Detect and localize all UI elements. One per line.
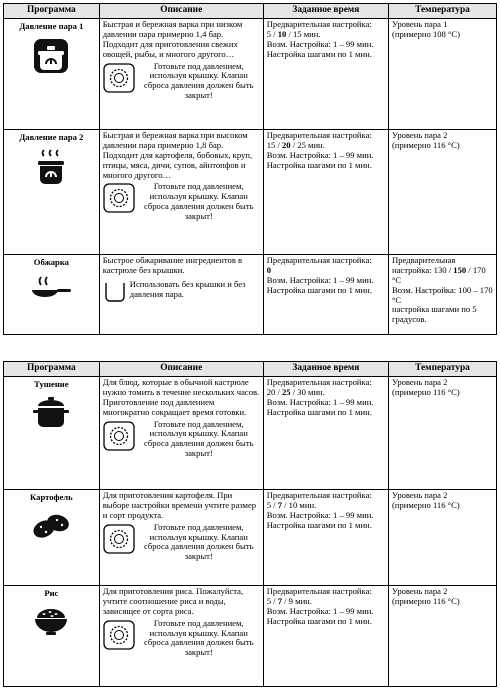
time-step: Настройка шагами по 1 мин. <box>266 406 372 417</box>
time-preset-label: Предварительная настройка: <box>266 129 372 140</box>
lid-note <box>103 182 260 222</box>
temperature-value: (примерно 116 °C) <box>392 499 460 510</box>
time-preset-label: Предварительная настройка: <box>266 254 372 265</box>
note-text: Готовьте под давлением, используя крышку. Клапан сброса давления должен быть закрыт! <box>143 521 254 562</box>
description-cell <box>99 376 263 489</box>
steam-level: Уровень пара 2 <box>392 129 448 140</box>
temperature-cell <box>389 129 497 254</box>
program-cell <box>4 129 100 254</box>
steam-level: Уровень пара 2 <box>392 585 448 596</box>
lid-note <box>103 420 260 460</box>
time-adjust-range: Возм. Настройка: 1 – 99 мин. <box>266 509 374 520</box>
temperature-value: (примерно 116 °C) <box>392 386 460 397</box>
temperature-value: (примерно 108 °C) <box>392 28 461 39</box>
description-cell <box>99 489 263 585</box>
col-header-description: Описание <box>99 362 263 377</box>
table-row <box>4 376 497 489</box>
col-header-temperature: Температура <box>389 362 497 377</box>
program-name: Рис <box>44 587 59 598</box>
time-step: Настройка шагами по 1 мин. <box>266 48 372 59</box>
temp-preset: Предварительная настройка: 130 / 150 / 170 °C <box>392 254 486 285</box>
temperature-cell <box>389 18 497 129</box>
description-text: Для приготовления риса. Пожалуйста, учтите соотношение риса и воды, зависящее от сорта риса. <box>102 585 244 616</box>
time-preset-value: 15 / 20 / 25 мин. <box>266 139 325 150</box>
time-adjust-range: Возм. Настройка: 1 – 99 мин. <box>266 38 374 49</box>
pressure-cooker-steam-icon <box>31 148 71 188</box>
time-step: Настройка шагами по 1 мин. <box>266 519 372 530</box>
col-header-program: Программа <box>4 362 100 377</box>
temperature-value: (примерно 116 °C) <box>392 139 460 150</box>
time-cell <box>263 254 388 334</box>
time-step: Настройка шагами по 1 мин. <box>266 159 372 170</box>
description-cell <box>99 254 263 334</box>
steam-level: Уровень пара 2 <box>392 489 448 500</box>
lid-note <box>103 523 260 563</box>
col-header-description: Описание <box>99 4 263 19</box>
temperature-cell <box>389 376 497 489</box>
program-cell <box>4 585 100 686</box>
lid-closed-icon <box>103 63 135 93</box>
time-preset-value: 5 / 7 / 9 мин. <box>266 595 312 606</box>
programs-table-1 <box>3 3 497 335</box>
table-row <box>4 254 497 334</box>
time-adjust-range: Возм. Настройка: 1 – 99 мин. <box>266 149 374 160</box>
time-cell <box>263 376 388 489</box>
description-cell <box>99 585 263 686</box>
open-pot-icon <box>103 281 127 303</box>
time-cell <box>263 18 388 129</box>
time-adjust-range: Возм. Настройка: 1 – 99 мин. <box>266 274 374 285</box>
rice-bowl-icon <box>31 604 71 636</box>
lid-closed-icon <box>103 524 135 554</box>
description-text: Для приготовления картофеля. При выборе настройки времени учтите размер и сорт продукта. <box>102 489 257 520</box>
time-cell <box>263 489 388 585</box>
description-text: Быстрая и бережная варка при низком давлении пара примерно 1,4 бар. Подходит для приготовления свежих овощей, рыбы, и многого другого… <box>102 18 243 59</box>
note-text: Готовьте под давлением, используя крышку. Клапан сброса давления должен быть закрыт! <box>143 418 254 459</box>
steam-level: Уровень пара 1 <box>392 18 448 29</box>
temp-step: настройка шагами по 5 градусов. <box>392 304 477 325</box>
time-step: Настройка шагами по 1 мин. <box>266 615 372 626</box>
note-text: Использовать без крышки и без давления пара. <box>129 278 246 299</box>
time-adjust-range: Возм. Настройка: 1 – 99 мин. <box>266 396 374 407</box>
program-cell <box>4 489 100 585</box>
table-row <box>4 129 497 254</box>
temperature-value: (примерно 116 °C) <box>392 595 460 606</box>
description-cell <box>99 18 263 129</box>
frying-pan-icon <box>29 273 73 305</box>
table-header-row <box>4 4 497 19</box>
lid-closed-icon <box>103 620 135 650</box>
table-row <box>4 489 497 585</box>
table-row <box>4 18 497 129</box>
time-preset-value: 5 / 10 / 15 мин. <box>266 28 321 39</box>
time-step: Настройка шагами по 1 мин. <box>266 284 372 295</box>
potato-icon <box>30 508 72 542</box>
lid-note <box>103 619 260 659</box>
note-text: Готовьте под давлением, используя крышку. Клапан сброса давления должен быть закрыт! <box>143 181 254 222</box>
stew-pot-icon <box>31 395 71 431</box>
program-name: Давление пара 2 <box>19 131 84 142</box>
program-name: Тушение <box>34 378 69 389</box>
time-adjust-range: Возм. Настройка: 1 – 99 мин. <box>266 605 374 616</box>
col-header-program: Программа <box>4 4 100 19</box>
program-cell <box>4 376 100 489</box>
temperature-cell <box>389 585 497 686</box>
time-preset-value: 5 / 7 / 10 мин. <box>266 499 317 510</box>
program-name: Картофель <box>30 491 73 502</box>
table-row <box>4 585 497 686</box>
temperature-cell <box>389 489 497 585</box>
programs-table-2 <box>3 361 497 687</box>
lid-note <box>103 280 260 303</box>
description-text: Для блюд, которые в обычной кастрюле нужно томить в течение нескольких часов. Приготовление под давлением многократно сокращает время готовки. <box>102 376 260 417</box>
program-name: Давление пара 1 <box>19 20 84 31</box>
time-cell <box>263 129 388 254</box>
table-header-row <box>4 362 497 377</box>
program-cell <box>4 18 100 129</box>
time-preset-label: Предварительная настройка: <box>266 18 372 29</box>
col-header-time: Заданное время <box>263 362 388 377</box>
time-preset-value: 20 / 25 / 30 мин. <box>266 386 325 397</box>
description-text: Быстрое обжаривание ингредиентов в кастрюле без крышки. <box>102 254 243 275</box>
time-cell <box>263 585 388 686</box>
time-preset-label: Предварительная настройка: <box>266 585 372 596</box>
description-text: Быстрая и бережная варка при высоком давлении пара примерно 1,8 бар. Подходит для картофеля, бобовых, круп, птицы, мяса, дичи, супов, айнтопфов и многого другого… <box>102 129 253 180</box>
pressure-cooker-icon <box>32 37 70 75</box>
note-text: Готовьте под давлением, используя крышку. Клапан сброса давления должен быть закрыт! <box>143 617 254 658</box>
lid-note <box>103 62 260 102</box>
time-preset-label: Предварительная настройка: <box>266 376 372 387</box>
lid-closed-icon <box>103 183 135 213</box>
temperature-cell <box>389 254 497 334</box>
time-preset-value: 0 <box>266 264 272 275</box>
description-cell <box>99 129 263 254</box>
col-header-time: Заданное время <box>263 4 388 19</box>
steam-level: Уровень пара 2 <box>392 376 448 387</box>
time-preset-label: Предварительная настройка: <box>266 489 372 500</box>
lid-closed-icon <box>103 421 135 451</box>
temp-adjust-range: Возм. Настройка: 100 – 170 °C <box>392 284 493 305</box>
note-text: Готовьте под давлением, используя крышку. Клапан сброса давления должен быть закрыт! <box>143 60 254 101</box>
program-cell <box>4 254 100 334</box>
col-header-temperature: Температура <box>389 4 497 19</box>
program-name: Обжарка <box>33 256 69 267</box>
